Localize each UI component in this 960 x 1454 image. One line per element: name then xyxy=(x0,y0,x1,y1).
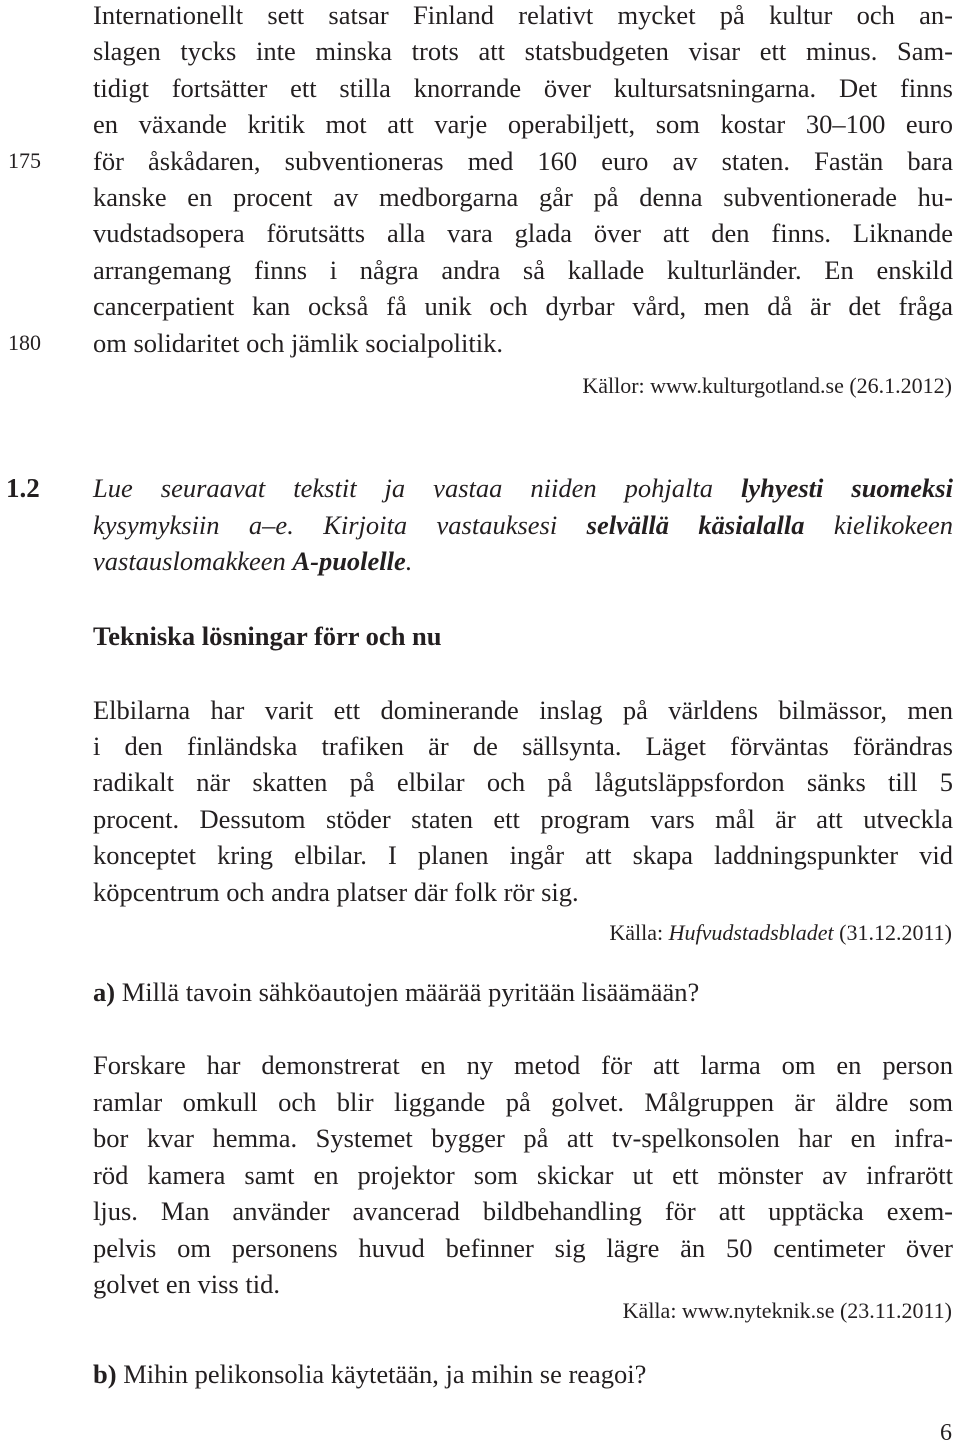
text-line: köpcentrum och andra platser där folk rör sig. xyxy=(93,877,579,907)
source-citation: Källor: www.kulturgotland.se (26.1.2012) xyxy=(582,373,952,398)
line-number: 175 xyxy=(8,148,41,173)
text-line: i den finländska trafiken är de sällsynta. Läget förväntas förändras xyxy=(93,731,953,761)
task-instruction-line: Lue seuraavat tekstit ja vastaa niiden pohjalta lyhyesti suomeksi xyxy=(93,473,953,503)
source-citation: Källa: www.nyteknik.se (23.11.2011) xyxy=(622,1298,952,1323)
text-line: Forskare har demonstrerat en ny metod för att larma om en person xyxy=(93,1050,953,1080)
text-line: pelvis om personens huvud befinner sig lägre än 50 centimeter över xyxy=(93,1233,953,1263)
text-line: tidigt fortsätter ett stilla knorrande över kultursatsningarna. Det finns xyxy=(93,73,953,103)
text-line: konceptet kring elbilar. I planen ingår att skapa laddningspunkter vid xyxy=(93,840,953,870)
text-line: kanske en procent av medborgarna går på denna subventionerade hu- xyxy=(93,182,953,212)
page-number: 6 xyxy=(940,1420,952,1446)
text-line: om solidaritet och jämlik socialpolitik. xyxy=(93,328,503,358)
text-line: Internationellt sett satsar Finland relativt mycket på kultur och an- xyxy=(93,0,953,30)
text-line: för åskådaren, subventioneras med 160 euro av staten. Fastän bara xyxy=(93,146,953,176)
text-line: procent. Dessutom stöder staten ett program vars mål är att utveckla xyxy=(93,804,953,834)
question-a: a) Millä tavoin sähköautojen määrää pyritään lisäämään? xyxy=(93,977,700,1007)
question-b: b) Mihin pelikonsolia käytetään, ja mihin se reagoi? xyxy=(93,1359,647,1389)
text-line: radikalt när skatten på elbilar och på lågutsläppsfordon sänks till 5 xyxy=(93,767,953,797)
text-line: arrangemang finns i några andra så kallade kulturländer. En enskild xyxy=(93,255,953,285)
text-line: ramlar omkull och blir liggande på golvet. Målgruppen är äldre som xyxy=(93,1087,953,1117)
text-line: cancerpatient kan också få unik och dyrbar vård, men då är det fråga xyxy=(93,291,953,321)
text-line: röd kamera samt en projektor som skickar ut ett mönster av infrarött xyxy=(93,1160,953,1190)
text-line: golvet en viss tid. xyxy=(93,1269,280,1299)
source-citation: Källa: Hufvudstadsbladet (31.12.2011) xyxy=(609,920,952,945)
text-line: bor kvar hemma. Systemet bygger på att tv-spelkonsolen har en infra- xyxy=(93,1123,953,1153)
task-instruction-line: vastauslomakkeen A-puolelle. xyxy=(93,546,413,576)
text-line: ljus. Man använder avancerad bildbehandling för att upptäcka exem- xyxy=(93,1196,953,1226)
text-line: Elbilarna har varit ett dominerande inslag på världens bilmässor, men xyxy=(93,695,953,725)
task-number: 1.2 xyxy=(6,473,40,503)
task-instruction-line: kysymyksiin a–e. Kirjoita vastauksesi selvällä käsialalla kielikokeen xyxy=(93,510,953,540)
text-line: slagen tycks inte minska trots att statsbudgeten visar ett minus. Sam- xyxy=(93,36,953,66)
section-heading: Tekniska lösningar förr och nu xyxy=(93,621,442,651)
text-line: vudstadsopera förutsätts alla vara glada över att den finns. Liknande xyxy=(93,218,953,248)
text-line: en växande kritik mot att varje operabiljett, som kostar 30–100 euro xyxy=(93,109,953,139)
line-number: 180 xyxy=(8,330,41,355)
